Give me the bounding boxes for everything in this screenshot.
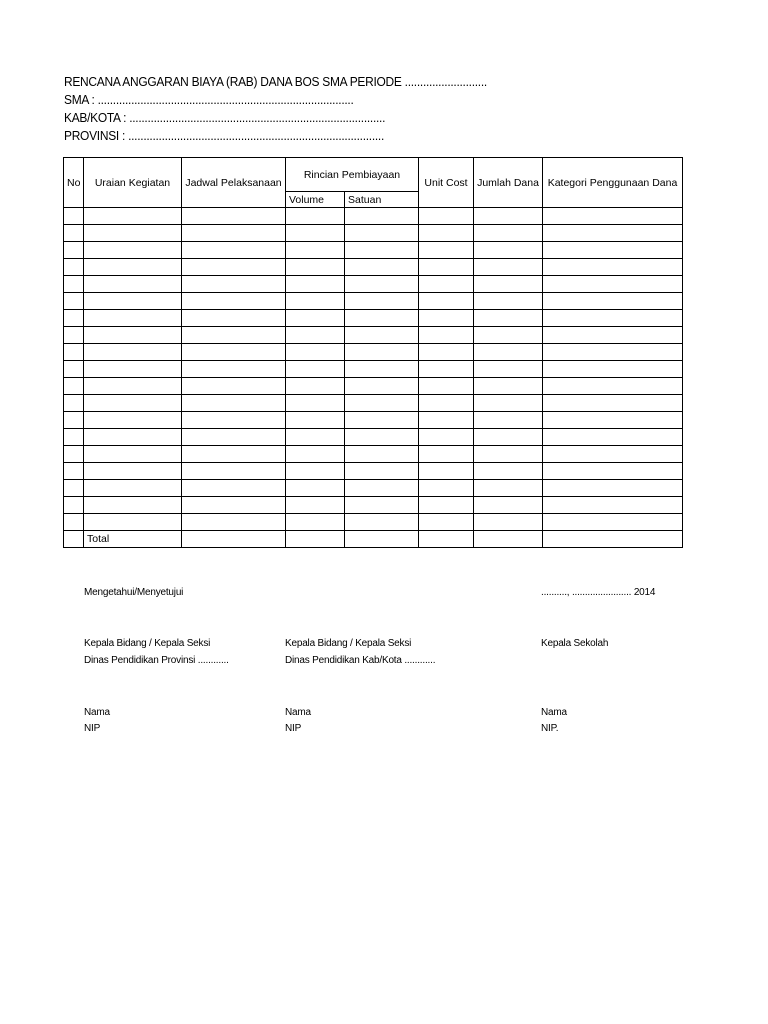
table-cell bbox=[543, 344, 683, 361]
table-cell bbox=[286, 395, 345, 412]
table-cell bbox=[84, 446, 182, 463]
table-cell bbox=[286, 276, 345, 293]
table-cell bbox=[345, 208, 419, 225]
table-cell bbox=[182, 259, 286, 276]
table-cell bbox=[64, 531, 84, 548]
table-cell bbox=[64, 259, 84, 276]
sig3-nama: Nama bbox=[541, 707, 567, 718]
table-cell bbox=[474, 531, 543, 548]
table-cell bbox=[64, 395, 84, 412]
table-cell bbox=[474, 429, 543, 446]
sig3-title: Kepala Sekolah bbox=[541, 638, 609, 649]
table-cell bbox=[419, 361, 474, 378]
table-cell bbox=[474, 395, 543, 412]
table-row bbox=[64, 480, 683, 497]
total-label: Total bbox=[84, 531, 182, 548]
total-row bbox=[64, 531, 683, 548]
table-cell bbox=[543, 429, 683, 446]
table-row bbox=[64, 208, 683, 225]
table-cell bbox=[286, 429, 345, 446]
table-cell bbox=[182, 395, 286, 412]
table-cell bbox=[419, 225, 474, 242]
table-cell bbox=[182, 293, 286, 310]
table-cell bbox=[543, 361, 683, 378]
table-cell bbox=[419, 497, 474, 514]
table-cell bbox=[543, 208, 683, 225]
column-header-satuan: Satuan bbox=[345, 192, 419, 208]
table-cell bbox=[345, 378, 419, 395]
table-cell bbox=[543, 531, 683, 548]
table-cell bbox=[345, 259, 419, 276]
sig2-nama: Nama bbox=[285, 707, 311, 718]
table-cell bbox=[182, 327, 286, 344]
table-cell bbox=[345, 361, 419, 378]
table-cell bbox=[64, 378, 84, 395]
table-cell bbox=[474, 242, 543, 259]
table-cell bbox=[286, 327, 345, 344]
table-cell bbox=[543, 293, 683, 310]
table-cell bbox=[419, 310, 474, 327]
table-cell bbox=[84, 412, 182, 429]
table-cell bbox=[474, 310, 543, 327]
table-cell bbox=[543, 446, 683, 463]
table-cell bbox=[543, 463, 683, 480]
column-header-kategori: Kategori Penggunaan Dana bbox=[543, 158, 683, 208]
column-header-jadwal: Jadwal Pelaksanaan bbox=[182, 158, 286, 208]
table-cell bbox=[419, 446, 474, 463]
table-body bbox=[64, 208, 683, 548]
table-cell bbox=[182, 531, 286, 548]
sig3-nip: NIP. bbox=[541, 723, 559, 734]
table-cell bbox=[182, 514, 286, 531]
sig2-nip: NIP bbox=[285, 723, 302, 734]
table-cell bbox=[182, 480, 286, 497]
table-cell bbox=[84, 259, 182, 276]
table-cell bbox=[286, 446, 345, 463]
table-cell bbox=[84, 208, 182, 225]
table-cell bbox=[543, 378, 683, 395]
table-cell bbox=[182, 412, 286, 429]
table-cell bbox=[543, 310, 683, 327]
table-row bbox=[64, 276, 683, 293]
table-cell bbox=[419, 344, 474, 361]
table-cell bbox=[543, 225, 683, 242]
table-cell bbox=[84, 497, 182, 514]
table-cell bbox=[419, 463, 474, 480]
table-cell bbox=[345, 429, 419, 446]
table-cell bbox=[84, 242, 182, 259]
table-cell bbox=[64, 463, 84, 480]
table-cell bbox=[419, 412, 474, 429]
table-row bbox=[64, 225, 683, 242]
table-cell bbox=[345, 293, 419, 310]
table-row bbox=[64, 327, 683, 344]
table-cell bbox=[543, 327, 683, 344]
table-cell bbox=[474, 276, 543, 293]
table-cell bbox=[474, 446, 543, 463]
table-cell bbox=[474, 378, 543, 395]
table-cell bbox=[84, 225, 182, 242]
table-cell bbox=[64, 310, 84, 327]
table-cell bbox=[419, 208, 474, 225]
table-row bbox=[64, 344, 683, 361]
table-cell bbox=[182, 242, 286, 259]
table-cell bbox=[64, 480, 84, 497]
table-cell bbox=[419, 395, 474, 412]
table-cell bbox=[182, 446, 286, 463]
table-cell bbox=[84, 480, 182, 497]
table-cell bbox=[64, 344, 84, 361]
table-cell bbox=[543, 242, 683, 259]
table-row bbox=[64, 378, 683, 395]
table-cell bbox=[419, 514, 474, 531]
table-cell bbox=[345, 310, 419, 327]
table-cell bbox=[182, 225, 286, 242]
table-cell bbox=[419, 480, 474, 497]
table-cell bbox=[286, 480, 345, 497]
sig1-office: Dinas Pendidikan Provinsi ............ bbox=[84, 655, 229, 666]
table-cell bbox=[345, 480, 419, 497]
table-cell bbox=[84, 378, 182, 395]
table-cell bbox=[286, 225, 345, 242]
table-cell bbox=[419, 429, 474, 446]
table-cell bbox=[419, 242, 474, 259]
table-cell bbox=[286, 514, 345, 531]
table-cell bbox=[64, 276, 84, 293]
sig2-title: Kepala Bidang / Kepala Seksi bbox=[285, 638, 412, 649]
table-cell bbox=[64, 361, 84, 378]
table-row bbox=[64, 293, 683, 310]
table-cell bbox=[182, 208, 286, 225]
table-cell bbox=[84, 395, 182, 412]
table-cell bbox=[543, 259, 683, 276]
table-cell bbox=[474, 293, 543, 310]
table-cell bbox=[474, 361, 543, 378]
table-cell bbox=[84, 344, 182, 361]
table-cell bbox=[182, 429, 286, 446]
table-cell bbox=[543, 412, 683, 429]
sma-line: SMA : .................................................................................... bbox=[64, 92, 354, 107]
table-cell bbox=[64, 429, 84, 446]
table-cell bbox=[64, 412, 84, 429]
column-header-volume: Volume bbox=[286, 192, 345, 208]
table-cell bbox=[345, 412, 419, 429]
column-header-no: No bbox=[64, 158, 84, 208]
sig1-title: Kepala Bidang / Kepala Seksi bbox=[84, 638, 211, 649]
table-cell bbox=[474, 514, 543, 531]
table-row bbox=[64, 412, 683, 429]
table-cell bbox=[543, 276, 683, 293]
rab-table bbox=[63, 157, 683, 548]
table-row bbox=[64, 395, 683, 412]
table-cell bbox=[345, 225, 419, 242]
table-cell bbox=[543, 395, 683, 412]
provinsi-line: PROVINSI : .................................................................................... bbox=[64, 128, 385, 143]
table-cell bbox=[474, 259, 543, 276]
table-cell bbox=[64, 497, 84, 514]
table-cell bbox=[419, 276, 474, 293]
table-cell bbox=[474, 412, 543, 429]
table-cell bbox=[182, 276, 286, 293]
table-cell bbox=[286, 293, 345, 310]
table-cell bbox=[345, 514, 419, 531]
table-cell bbox=[84, 361, 182, 378]
table-cell bbox=[182, 497, 286, 514]
sig1-nama: Nama bbox=[84, 707, 110, 718]
table-cell bbox=[345, 463, 419, 480]
table-cell bbox=[84, 463, 182, 480]
table-cell bbox=[84, 276, 182, 293]
table-cell bbox=[419, 531, 474, 548]
table-cell bbox=[474, 497, 543, 514]
table-cell bbox=[474, 225, 543, 242]
table-cell bbox=[286, 463, 345, 480]
column-header-unit-cost: Unit Cost bbox=[419, 158, 474, 208]
table-row bbox=[64, 242, 683, 259]
table-cell bbox=[419, 293, 474, 310]
date-line: .........., ....................... 2014 bbox=[541, 587, 656, 598]
table-cell bbox=[286, 361, 345, 378]
table-cell bbox=[182, 378, 286, 395]
table-cell bbox=[345, 395, 419, 412]
table-cell bbox=[182, 344, 286, 361]
table-cell bbox=[474, 480, 543, 497]
table-cell bbox=[345, 531, 419, 548]
table-cell bbox=[64, 327, 84, 344]
table-cell bbox=[419, 259, 474, 276]
table-cell bbox=[84, 429, 182, 446]
table-cell bbox=[419, 327, 474, 344]
column-header-rincian: Rincian Pembiayaan bbox=[286, 158, 419, 192]
table-cell bbox=[345, 327, 419, 344]
table-cell bbox=[182, 463, 286, 480]
table-cell bbox=[286, 259, 345, 276]
sig2-office: Dinas Pendidikan Kab/Kota ............ bbox=[285, 655, 436, 666]
table-cell bbox=[286, 344, 345, 361]
table-cell bbox=[474, 463, 543, 480]
table-row bbox=[64, 463, 683, 480]
table-cell bbox=[286, 531, 345, 548]
table-cell bbox=[345, 242, 419, 259]
table-cell bbox=[84, 514, 182, 531]
table-cell bbox=[182, 310, 286, 327]
table-cell bbox=[286, 412, 345, 429]
table-cell bbox=[474, 327, 543, 344]
table-cell bbox=[286, 310, 345, 327]
table-cell bbox=[64, 225, 84, 242]
column-header-jumlah: Jumlah Dana bbox=[474, 158, 543, 208]
document-header bbox=[64, 73, 524, 145]
table-cell bbox=[474, 344, 543, 361]
table-cell bbox=[84, 310, 182, 327]
sig1-nip: NIP bbox=[84, 723, 101, 734]
table-cell bbox=[345, 344, 419, 361]
table-cell bbox=[64, 208, 84, 225]
table-cell bbox=[64, 293, 84, 310]
table-row bbox=[64, 361, 683, 378]
table-cell bbox=[543, 514, 683, 531]
table-cell bbox=[64, 514, 84, 531]
column-header-uraian: Uraian Kegiatan bbox=[84, 158, 182, 208]
table-cell bbox=[182, 361, 286, 378]
kabkota-line: KAB/KOTA : .................................................................................... bbox=[64, 110, 386, 125]
table-row bbox=[64, 497, 683, 514]
table-row bbox=[64, 514, 683, 531]
table-cell bbox=[345, 446, 419, 463]
table-cell bbox=[286, 242, 345, 259]
table-cell bbox=[543, 497, 683, 514]
table-cell bbox=[286, 378, 345, 395]
table-cell bbox=[474, 208, 543, 225]
table-cell bbox=[64, 242, 84, 259]
table-row bbox=[64, 429, 683, 446]
table-row bbox=[64, 259, 683, 276]
table-cell bbox=[64, 446, 84, 463]
table-cell bbox=[419, 378, 474, 395]
table-cell bbox=[543, 480, 683, 497]
table-cell bbox=[84, 293, 182, 310]
table-cell bbox=[84, 327, 182, 344]
mengetahui-label: Mengetahui/Menyetujui bbox=[84, 587, 184, 598]
table-cell bbox=[286, 497, 345, 514]
table-row bbox=[64, 446, 683, 463]
table-cell bbox=[345, 276, 419, 293]
table-row bbox=[64, 310, 683, 327]
document-title: RENCANA ANGGARAN BIAYA (RAB) DANA BOS SMA PERIODE ........................... bbox=[64, 74, 487, 89]
table-cell bbox=[345, 497, 419, 514]
table-cell bbox=[286, 208, 345, 225]
